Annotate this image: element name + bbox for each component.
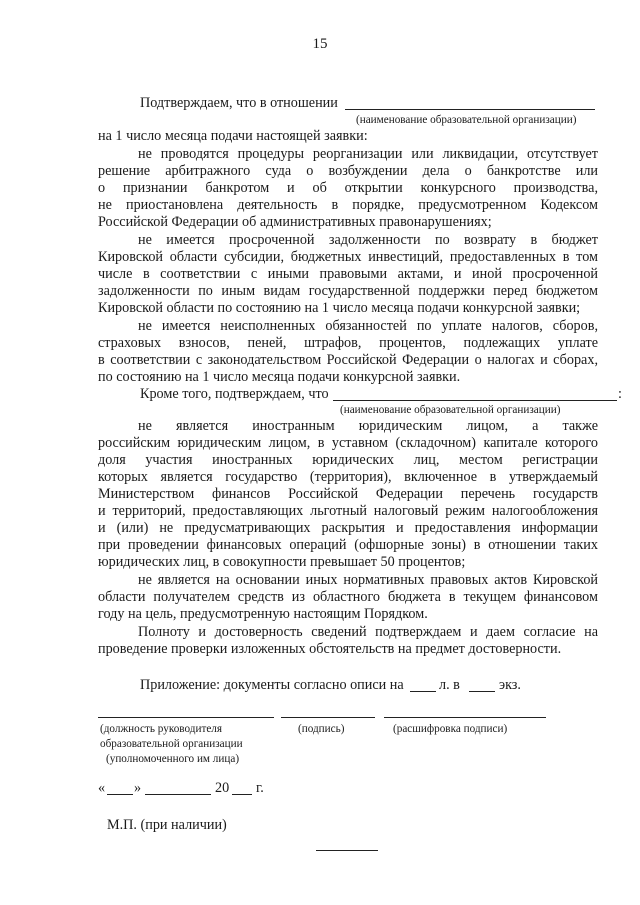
para4-line: не является иностранным юридическим лицом, а также	[138, 418, 598, 434]
position-blank[interactable]	[98, 717, 274, 718]
para4-line: российским юридическим лицом, в уставном (складочном) капитале которого	[98, 435, 598, 451]
para3-line: страховых взносов, пеней, штрафов, процентов, подлежащих уплате	[98, 335, 598, 351]
para5-line: году на цель, предусмотренную настоящим Порядком.	[98, 606, 428, 622]
page-number: 15	[312, 36, 328, 52]
position-caption-3: (уполномоченного им лица)	[106, 753, 240, 765]
signature-blank[interactable]	[281, 717, 375, 718]
para4-line: и территорий, предоставляющих льготный налоговый режим налогообложения	[98, 503, 598, 519]
end-divider	[316, 850, 378, 851]
sign-caption: (подпись)	[298, 723, 345, 735]
para2-line: не имеется просроченной задолженности по возврату в бюджет	[138, 232, 598, 248]
date-open-quote: «	[98, 780, 106, 796]
position-caption-2: образовательной организации	[100, 738, 243, 750]
para5-line: области получателем средств из областного бюджета в текущем финансовом	[98, 589, 598, 605]
para2-line: задолженности по иным видам государственной поддержки перед бюджетом	[98, 283, 598, 299]
position-caption-1: (должность руководителя	[100, 723, 223, 735]
date-year-suffix: г.	[256, 780, 264, 796]
para1-line: решение арбитражного суда о возбуждении дела о банкротстве или	[98, 163, 598, 179]
para1-line: о признании банкротом и об открытии конкурсного производства,	[98, 180, 598, 196]
para2-line: Кировской области по состоянию на 1 число месяца подачи конкурсной заявки;	[98, 300, 581, 316]
para6-line: Полноту и достоверность сведений подтверждаем и даем согласие на	[138, 624, 598, 640]
para4-line: и (или) не предусматривающих раскрытия и предоставления информации	[98, 520, 598, 536]
also-label: Кроме того, подтверждаем, что	[140, 386, 329, 402]
para1-line: Российской Федерации об административных правонарушениях;	[98, 214, 492, 230]
para2-line: Кировской области субсидии, бюджетных инвестиций, предоставленных в том	[98, 249, 598, 265]
date-month-blank[interactable]	[145, 794, 211, 795]
para4-line: юридических лиц, в совокупности превышает 50 процентов;	[98, 554, 466, 570]
decode-caption: (расшифровка подписи)	[393, 723, 508, 735]
para1-line: не проводятся процедуры реорганизации или ликвидации, отсутствует	[138, 146, 598, 162]
para4-line: доля участия иностранных юридических лиц, местом регистрации	[98, 452, 598, 468]
para2-line: числе в соответствии с иными правовыми актами, и иной просроченной	[98, 266, 598, 282]
para3-line: в соответствии с законодательством Российской Федерации о налогах и сборах,	[98, 352, 598, 368]
para4-line: при проведении финансовых операций (офшорные зоны) в отношении таких	[98, 537, 598, 553]
date-close-quote: »	[134, 780, 142, 796]
org-caption: (наименование образовательной организации)	[356, 114, 577, 126]
stamp-label: М.П. (при наличии)	[107, 817, 227, 833]
date-line: на 1 число месяца подачи настоящей заявки:	[98, 128, 368, 144]
date-year-blank[interactable]	[232, 794, 252, 795]
para4-line: которых является государство (территория), включенное в утверждаемый	[98, 469, 598, 485]
para5-line: не является на основании иных нормативных правовых актов Кировской	[138, 572, 598, 588]
para6-line: проведение проверки изложенных обстоятельств на предмет достоверности.	[98, 641, 562, 657]
confirm-label: Подтверждаем, что в отношении	[140, 95, 338, 111]
date-day-blank[interactable]	[107, 794, 133, 795]
also-org-blank[interactable]	[333, 400, 617, 401]
attachment-sheets-blank[interactable]	[410, 691, 436, 692]
org-name-blank[interactable]	[345, 109, 595, 110]
attachment-sheets: л. в	[439, 677, 460, 693]
attachment-copies-blank[interactable]	[469, 691, 495, 692]
also-colon: :	[618, 386, 622, 402]
para3-line: по состоянию на 1 число месяца подачи конкурсной заявки.	[98, 369, 461, 385]
attachment-copies: экз.	[499, 677, 521, 693]
para1-line: не приостановлена деятельность в порядке, предусмотренном Кодексом	[98, 197, 598, 213]
para4-line: Министерством финансов Российской Федерации перечень государств	[98, 486, 598, 502]
attachment-prefix: Приложение: документы согласно описи на	[140, 677, 404, 693]
para3-line: не имеется неисполненных обязанностей по уплате налогов, сборов,	[138, 318, 598, 334]
decode-blank[interactable]	[384, 717, 546, 718]
date-year-prefix: 20	[215, 780, 230, 796]
also-caption: (наименование образовательной организации)	[340, 404, 561, 416]
